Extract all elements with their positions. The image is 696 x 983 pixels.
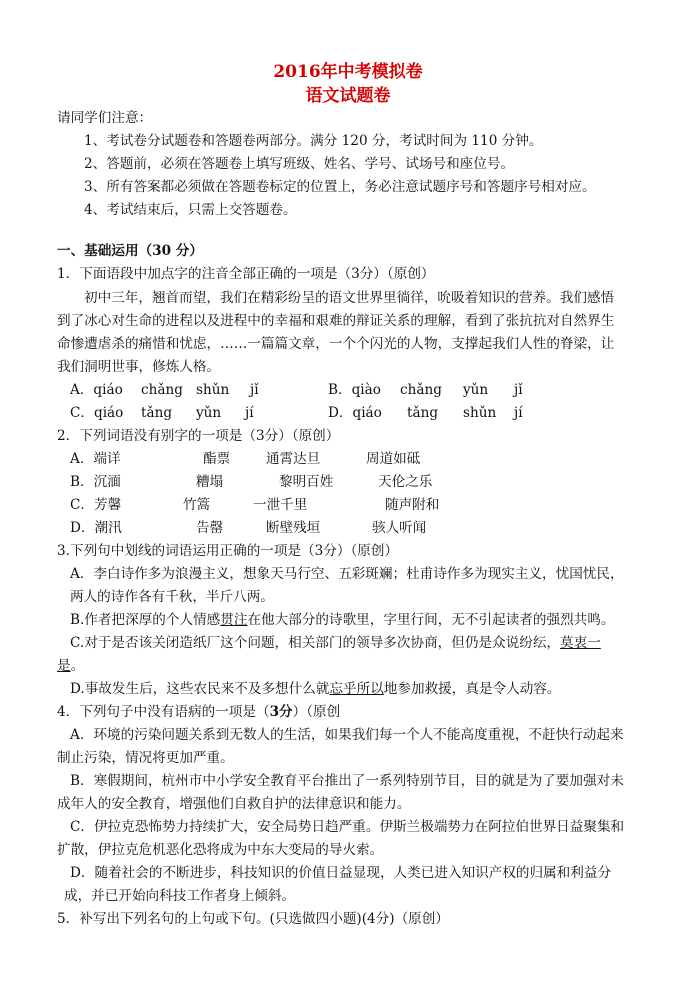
option-row (0, 518, 696, 538)
option-text: 成年人的安全教育，增强他们自救自护的法律意识和能力。 (57, 796, 411, 812)
option-text: B．寒假期间，杭州市中小学安全教育平台推出了一系列特别节目，目的就是为了要加强对未 (70, 773, 624, 789)
option-row (0, 472, 696, 492)
option-word: 随声附和 (385, 497, 440, 513)
notice-heading: 请同学们注意： (57, 110, 153, 126)
option-row (0, 380, 696, 400)
option-pinyin: tǎng (407, 405, 439, 421)
option-text: 成，并已开始向科技工作者身上倾斜。 (64, 888, 296, 904)
option-label: C．芳馨 (70, 497, 122, 513)
notice-item: 3、所有答案都必须做在答题卷标定的位置上，务必注意试题序号和答题序号相对应。 (84, 179, 596, 195)
option-pinyin: jǐ (250, 382, 259, 398)
option-word: 断壁残垣 (266, 520, 321, 536)
underlined-word: 莫衷一 (560, 635, 601, 651)
option-text: D．随着社会的不断进步，科技知识的价值日益显现，人类已进入知识产权的归属和利益分 (70, 865, 612, 881)
option-pinyin: yǔn (463, 382, 489, 398)
option-text: 两人的诗作各有千秋，半斤八两。 (70, 589, 274, 605)
option-word: 通霄达旦 (266, 451, 321, 467)
option-pinyin: tǎng (141, 405, 173, 421)
option-text: 制止污染，情况将更加严重。 (57, 750, 234, 766)
option-word: 糟塌 (196, 474, 224, 490)
option-row (0, 449, 696, 469)
underlined-word: 忘乎所以 (329, 681, 384, 697)
question-stem: 3.下列句中划线的词语运用正确的一项是（3分）（原创） (57, 543, 399, 559)
passage-line: 我们洞明世事，修炼人格。 (57, 359, 221, 375)
option-row (0, 403, 696, 423)
question-stem: 4．下列句子中没有语病的一项是（3分）（原创 (57, 704, 341, 720)
option-word: 黎明百姓 (279, 474, 334, 490)
option-text: A．李白诗作多为浪漫主义，想象天马行空、五彩斑斓；杜甫诗作多为现实主义，忧国忧民， (70, 566, 624, 582)
option-label: D．潮汛 (70, 520, 122, 536)
option-word: 告罄 (196, 520, 224, 536)
exam-subtitle: 语文试题卷 (305, 86, 391, 106)
passage-line: 初中三年，翘首而望，我们在精彩纷呈的语文世界里徜徉，吮吸着知识的营养。我们感悟 (84, 290, 615, 306)
notice-item: 1、考试卷分试题卷和答题卷两部分。满分 120 分，考试时间为 110 分钟。 (84, 133, 543, 149)
underlined-word: 是 (57, 658, 71, 674)
option-pinyin: jí (514, 405, 523, 421)
option-text: B.作者把深厚的个人情感贯注在他大部分的诗歌里，字里行间，无不引起读者的强烈共鸣。 (70, 612, 615, 628)
section-heading: 一、基础运用（30 分） (57, 243, 203, 259)
question-stem: 1．下面语段中加点字的注音全部正确的一项是（3分）（原创） (57, 266, 435, 282)
option-text: A．环境的污染问题关系到无数人的生活，如果我们每一个人不能高度重视，不赶快行动起来 (70, 727, 624, 743)
option-label: D．qiáo (328, 405, 382, 421)
option-pinyin: jǐ (514, 382, 523, 398)
notice-item: 2、答题前，必须在答题卷上填写班级、姓名、学号、试场号和座位号。 (84, 156, 515, 172)
option-word: 周道如砥 (366, 451, 421, 467)
option-word: 天伦之乐 (378, 474, 433, 490)
question-stem: 2．下列词语没有别字的一项是（3分）（原创） (57, 428, 340, 444)
option-label: A．端详 (70, 451, 121, 467)
option-word: 酯票 (203, 451, 231, 467)
option-pinyin: jí (245, 405, 254, 421)
underlined-word: 贯注 (220, 612, 248, 628)
option-word: 骇人听闻 (372, 520, 427, 536)
notice-item: 4、考试结束后，只需上交答题卷。 (84, 202, 297, 218)
question-stem: 5．补写出下列名句的上句或下句。(只选做四小题)(4分)（原创） (57, 911, 449, 927)
option-text: 是。 (57, 658, 85, 674)
option-pinyin: yǔn (196, 405, 222, 421)
option-text: C.对于是否该关闭造纸厂这个问题，相关部门的领导多次协商，但仍是众说纷纭，莫衷一 (70, 635, 601, 651)
option-text: D.事故发生后，这些农民来不及多想什么就忘乎所以地参加救援，真是令人动容。 (70, 681, 561, 697)
option-pinyin: shǔn (463, 405, 497, 421)
option-text: 扩散，伊拉克危机恶化恐将成为中东大变局的导火索。 (57, 842, 384, 858)
option-word: 竹篙 (183, 497, 211, 513)
option-word: 一泄千里 (253, 497, 308, 513)
option-label: B．qiào (328, 382, 381, 398)
option-label: A．qiáo (70, 382, 123, 398)
option-label: C．qiáo (70, 405, 124, 421)
option-row (0, 495, 696, 515)
passage-line: 到了冰心对生命的进程以及进程中的幸福和艰难的辩证关系的理解，看到了张抗抗对自然界生 (57, 313, 615, 329)
passage-line: 命惨遭虐杀的痛惜和忧虑，……一篇篇文章，一个个闪光的人物，支撑起我们人性的脊梁，让 (57, 336, 615, 352)
option-pinyin: shǔn (196, 382, 230, 398)
option-pinyin: chǎng (141, 382, 183, 398)
exam-title: 2016年中考模拟卷 (273, 62, 423, 82)
option-pinyin: chǎng (400, 382, 442, 398)
option-label: B．沉湎 (70, 474, 121, 490)
option-text: C．伊拉克恐怖势力持续扩大，安全局势日趋严重。伊斯兰极端势力在阿拉伯世界日益聚集和 (70, 819, 625, 835)
